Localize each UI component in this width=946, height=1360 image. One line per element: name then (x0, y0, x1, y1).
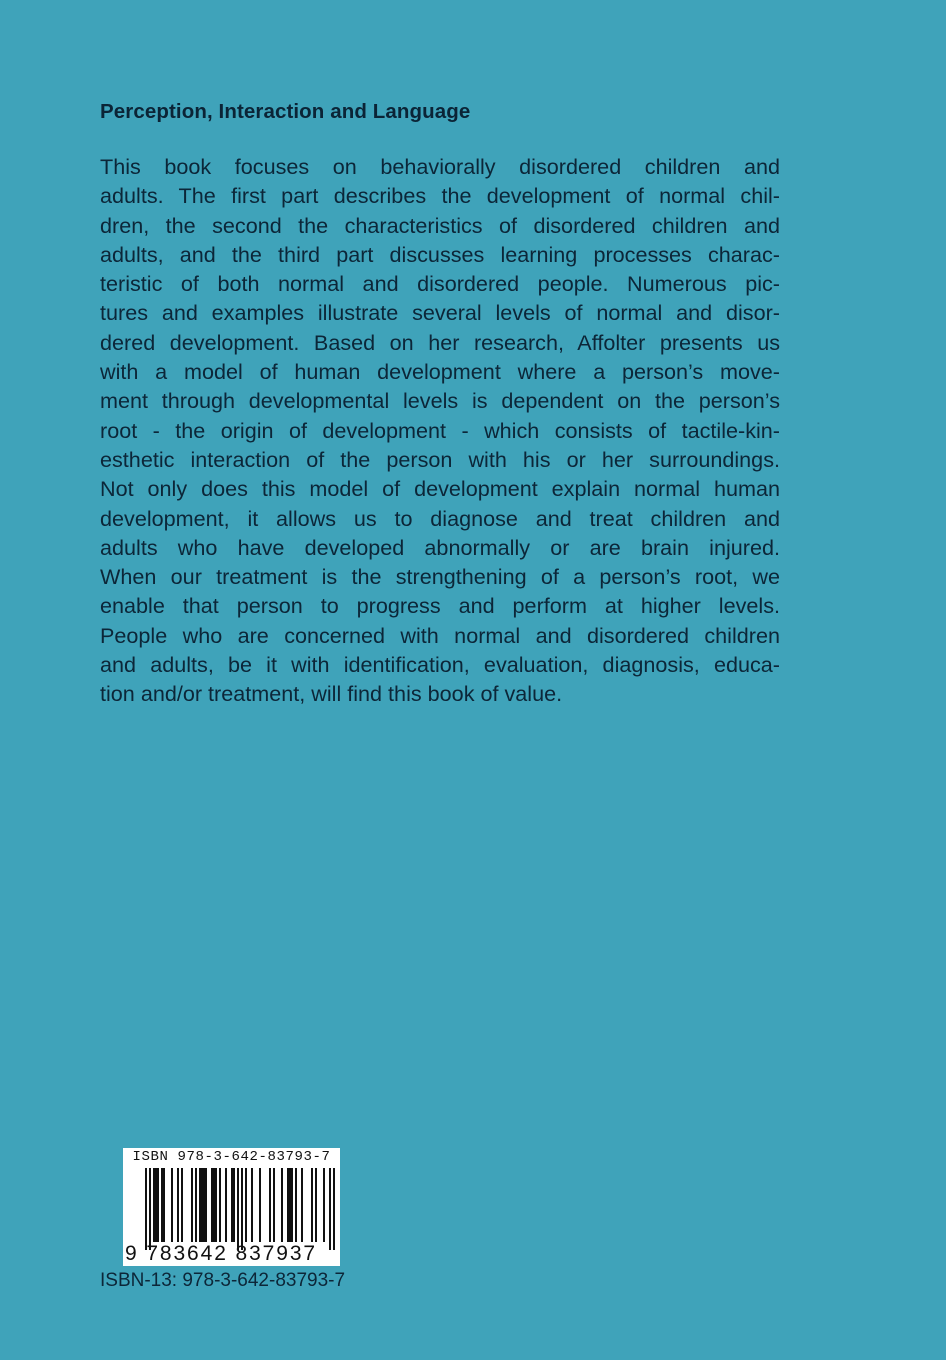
barcode-bar (213, 1168, 215, 1242)
barcode-bar (273, 1168, 275, 1242)
barcode-bar (315, 1168, 317, 1242)
description-line: Not only does this model of development explain normal human (100, 476, 780, 502)
description-line: adults, and the third part discusses learning processes charac- (100, 241, 780, 267)
barcode-bar (231, 1168, 233, 1242)
barcode-bar (295, 1168, 297, 1242)
barcode-bar (269, 1168, 271, 1242)
description-line: adults. The first part describes the development of normal chil- (100, 183, 780, 209)
description-line: enable that person to progress and perform at higher levels. (100, 593, 780, 619)
barcode-digits: 9 783642 837937 (125, 1242, 317, 1265)
barcode-bar (177, 1168, 179, 1242)
barcode-bar (245, 1168, 247, 1242)
barcode-bar (161, 1168, 163, 1242)
barcode-bar (145, 1168, 147, 1250)
barcode-bar (203, 1168, 205, 1242)
description-line: with a model of human development where a person’s move- (100, 359, 780, 385)
description-line: dered development. Based on her research, Affolter presents us (100, 329, 780, 355)
barcode-bar (281, 1168, 283, 1242)
description-line: root - the origin of development - which consists of tactile-kin- (100, 417, 780, 443)
description-line: development, it allows us to diagnose and treat children and (100, 505, 780, 531)
barcode-bar (163, 1168, 165, 1242)
description-line: ment through developmental levels is dependent on the person’s (100, 388, 780, 414)
barcode-bar (333, 1168, 335, 1250)
barcode-bar (259, 1168, 261, 1242)
barcode-bar (195, 1168, 197, 1242)
description-line: When our treatment is the strengthening of a person’s root, we (100, 564, 780, 590)
barcode-bar (215, 1168, 217, 1242)
barcode-bar (171, 1168, 173, 1242)
book-title: Perception, Interaction and Language (100, 100, 471, 123)
description-line: dren, the second the characteristics of disordered children and (100, 212, 780, 238)
barcode-bar (287, 1168, 289, 1242)
barcode-bar (181, 1168, 183, 1242)
barcode-bar (301, 1168, 303, 1242)
book-description (100, 152, 780, 709)
barcode-bar (149, 1168, 151, 1250)
barcode-bar (191, 1168, 193, 1242)
barcode-bar (219, 1168, 221, 1242)
barcode-bar (153, 1168, 155, 1242)
description-line: tion and/or treatment, will find this book of value. (100, 681, 563, 707)
barcode-bar (329, 1168, 331, 1250)
barcode-bar (291, 1168, 293, 1242)
isbn-13: ISBN-13: 978-3-642-83793-7 (100, 1270, 346, 1291)
barcode-label (123, 1148, 340, 1266)
barcode-bar (211, 1168, 213, 1242)
description-line: tures and examples illustrate several levels of normal and disor- (100, 300, 780, 326)
barcode-bar (199, 1168, 201, 1242)
barcode-bar (311, 1168, 313, 1242)
barcode-bar (201, 1168, 203, 1242)
barcode-bar (323, 1168, 325, 1242)
barcode-bar (237, 1168, 239, 1250)
description-line: esthetic interaction of the person with his or her surroundings. (100, 446, 780, 472)
description-line: People who are concerned with normal and disordered children (100, 622, 780, 648)
barcode-bar (289, 1168, 291, 1242)
barcode-isbn-text: ISBN 978-3-642-83793-7 (132, 1149, 331, 1165)
description-line: adults who have developed abnormally or are brain injured. (100, 534, 780, 560)
barcode-bar (205, 1168, 207, 1242)
barcode-bar (157, 1168, 159, 1242)
description-line: and adults, be it with identification, evaluation, diagnosis, educa- (100, 652, 780, 678)
description-line: teristic of both normal and disordered people. Numerous pic- (100, 271, 780, 297)
barcode-bar (251, 1168, 253, 1242)
barcode-bar (225, 1168, 227, 1242)
description-line: This book focuses on behaviorally disordered children and (100, 154, 780, 179)
barcode-bar (241, 1168, 243, 1250)
barcode-bar (155, 1168, 157, 1242)
barcode-bar (233, 1168, 235, 1242)
